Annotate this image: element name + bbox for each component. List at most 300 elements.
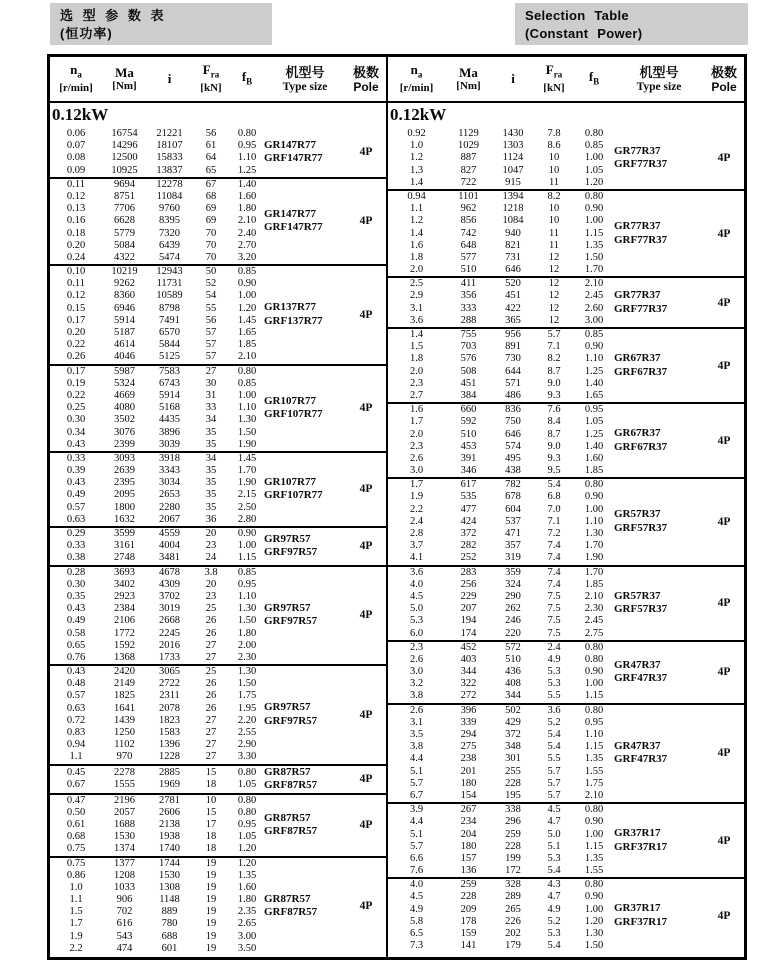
cell-na: 2.3 bbox=[409, 641, 424, 653]
data-groups-right bbox=[388, 128, 744, 952]
cell-fra: 2.4 bbox=[547, 641, 561, 653]
cell-fra: 61 bbox=[205, 140, 217, 152]
cell-ma: 1641 bbox=[114, 702, 135, 714]
cell-fra: 25 bbox=[205, 603, 217, 615]
table-row bbox=[50, 870, 264, 882]
cell-i: 436 bbox=[505, 666, 521, 678]
cell-na: 1.8 bbox=[409, 353, 424, 365]
cell-i: 2245 bbox=[159, 627, 180, 639]
page-title-cn: 选 型 参 数 表 bbox=[60, 8, 167, 23]
table-row bbox=[50, 390, 264, 402]
cell-i: 646 bbox=[505, 264, 521, 276]
cell-na: 2.2 bbox=[409, 503, 424, 515]
cell-i: 2781 bbox=[159, 794, 180, 806]
cell-fra: 7.1 bbox=[547, 341, 561, 353]
table-row bbox=[50, 502, 264, 514]
cell-fb: 1.15 bbox=[584, 840, 604, 852]
type-size-line: GRF77R37 bbox=[614, 233, 668, 246]
cell-fra: 9.0 bbox=[547, 377, 561, 389]
cell-i: 5914 bbox=[159, 389, 180, 401]
cell-fb: 1.20 bbox=[237, 843, 257, 855]
cell-na: 0.09 bbox=[66, 164, 86, 176]
cell-fra: 26 bbox=[205, 678, 217, 690]
cell-i: 7320 bbox=[159, 227, 180, 239]
cell-na: 1.7 bbox=[409, 416, 424, 428]
type-size-line: GRF77R37 bbox=[614, 302, 668, 315]
cell-fra: 56 bbox=[205, 314, 217, 326]
cell-fb: 1.60 bbox=[237, 881, 257, 893]
cell-na: 4.1 bbox=[409, 552, 424, 564]
cell-fb: 1.85 bbox=[584, 465, 604, 477]
cell-i: 915 bbox=[505, 176, 521, 188]
cell-ma: 8360 bbox=[114, 290, 135, 302]
cell-ma: 702 bbox=[116, 906, 133, 918]
cell-i: 301 bbox=[505, 753, 521, 765]
col-header-ma: Ma [Nm] bbox=[112, 64, 137, 92]
cell-fra: 17 bbox=[205, 818, 217, 830]
cell-fra: 19 bbox=[205, 881, 217, 893]
cell-na: 3.8 bbox=[409, 741, 424, 753]
cell-fb: 1.30 bbox=[584, 928, 604, 939]
cell-fra: 5.4 bbox=[547, 865, 561, 877]
table-row bbox=[388, 128, 614, 140]
type-size bbox=[264, 208, 346, 235]
cell-ma: 238 bbox=[460, 753, 477, 765]
cell-i: 344 bbox=[505, 690, 521, 702]
cell-fra: 4.9 bbox=[547, 903, 561, 915]
group-rows bbox=[50, 666, 264, 764]
table-row bbox=[50, 739, 264, 751]
cell-ma: 477 bbox=[460, 503, 477, 515]
cell-ma: 403 bbox=[460, 653, 477, 665]
cell-fb: 2.55 bbox=[237, 727, 257, 738]
cell-na: 2.5 bbox=[409, 278, 424, 290]
cell-ma: 288 bbox=[460, 314, 477, 326]
table-row bbox=[50, 843, 264, 855]
cell-i: 1583 bbox=[159, 727, 180, 738]
col-header-fra: $F_{ra}$ [kN] bbox=[543, 62, 565, 94]
cell-i: 348 bbox=[505, 741, 521, 753]
cell-ma: 9262 bbox=[114, 278, 135, 290]
cell-i: 510 bbox=[505, 653, 521, 665]
cell-i: 7583 bbox=[159, 365, 180, 377]
cell-na: 0.20 bbox=[66, 327, 86, 338]
type-size-line: GRF87R57 bbox=[264, 779, 318, 792]
table-row bbox=[388, 441, 614, 453]
cell-ma: 141 bbox=[460, 940, 477, 952]
cell-i: 429 bbox=[505, 716, 521, 728]
cell-ma: 194 bbox=[460, 615, 477, 627]
cell-ma: 384 bbox=[460, 389, 477, 401]
cell-fb: 3.00 bbox=[237, 930, 257, 942]
cell-i: 12278 bbox=[156, 178, 183, 190]
cell-ma: 2106 bbox=[114, 615, 135, 627]
cell-ma: 272 bbox=[460, 690, 477, 702]
motor-group bbox=[388, 329, 744, 404]
cell-ma: 576 bbox=[460, 353, 477, 365]
col-header-ma: Ma [Nm] bbox=[456, 64, 481, 92]
type-size-line: GR67R37 bbox=[614, 352, 661, 365]
table-row bbox=[388, 540, 614, 552]
cell-i: 520 bbox=[505, 278, 521, 290]
cell-na: 0.16 bbox=[66, 215, 86, 227]
table-row bbox=[388, 579, 614, 591]
table-row bbox=[388, 315, 614, 327]
cell-i: 2722 bbox=[159, 678, 180, 690]
subtable-right bbox=[386, 57, 744, 957]
table-row bbox=[50, 540, 264, 552]
cell-na: 1.1 bbox=[69, 894, 83, 906]
type-size bbox=[614, 827, 704, 854]
cell-ma: 256 bbox=[460, 578, 477, 590]
cell-fra: 54 bbox=[205, 290, 217, 302]
cell-na: 2.0 bbox=[409, 264, 424, 276]
cell-fra: 5.3 bbox=[547, 928, 561, 939]
cell-na: 0.67 bbox=[66, 779, 86, 791]
cell-fra: 7.1 bbox=[547, 515, 561, 527]
cell-fb: 1.80 bbox=[237, 627, 257, 639]
cell-ma: 209 bbox=[460, 903, 477, 915]
pole-value: 4P bbox=[717, 359, 731, 372]
cell-i: 1084 bbox=[502, 215, 524, 227]
col-header-type: 机型号 Type size bbox=[282, 64, 328, 93]
cell-ma: 5084 bbox=[114, 239, 135, 251]
cell-ma: 294 bbox=[460, 729, 477, 740]
group-rows bbox=[388, 128, 614, 189]
cell-ma: 2384 bbox=[114, 603, 135, 615]
cell-fra: 65 bbox=[205, 164, 217, 176]
cell-ma: 1530 bbox=[114, 831, 135, 843]
type-size-line: GR57R37 bbox=[614, 589, 661, 602]
cell-fra: 27 bbox=[205, 727, 217, 738]
cell-na: 2.0 bbox=[409, 365, 424, 377]
cell-fb: 1.90 bbox=[584, 552, 604, 564]
cell-i: 2067 bbox=[159, 513, 180, 525]
table-row bbox=[388, 729, 614, 741]
type-size-line: GR107R77 bbox=[264, 475, 316, 488]
cell-na: 0.43 bbox=[66, 666, 86, 678]
cell-fb: 2.40 bbox=[237, 227, 257, 239]
cell-ma: 1033 bbox=[114, 881, 135, 893]
cell-fb: 1.15 bbox=[237, 552, 257, 564]
cell-i: 3481 bbox=[159, 552, 180, 564]
cell-fra: 27 bbox=[205, 714, 217, 726]
cell-ma: 3402 bbox=[114, 578, 135, 590]
table-row bbox=[388, 654, 614, 666]
cell-ma: 339 bbox=[460, 716, 477, 728]
table-row bbox=[50, 906, 264, 918]
cell-ma: 1101 bbox=[458, 190, 479, 202]
cell-i: 195 bbox=[505, 789, 521, 801]
table-row bbox=[50, 943, 264, 955]
cell-fra: 70 bbox=[205, 227, 217, 239]
table-row bbox=[50, 567, 264, 579]
cell-i: 1969 bbox=[159, 779, 180, 791]
cell-fb: 1.85 bbox=[584, 578, 604, 590]
cell-i: 956 bbox=[505, 329, 521, 340]
table-row bbox=[50, 191, 264, 203]
cell-na: 0.58 bbox=[66, 627, 86, 639]
cell-na: 0.63 bbox=[66, 513, 86, 525]
cell-na: 2.3 bbox=[409, 377, 424, 389]
cell-i: 486 bbox=[505, 389, 521, 401]
table-row bbox=[388, 290, 614, 302]
cell-ma: 275 bbox=[460, 741, 477, 753]
type-size bbox=[264, 533, 346, 560]
cell-ma: 3093 bbox=[114, 452, 135, 464]
cell-na: 1.0 bbox=[69, 881, 83, 893]
cell-i: 644 bbox=[505, 365, 521, 377]
cell-fra: 52 bbox=[205, 278, 217, 290]
table-row bbox=[388, 829, 614, 841]
cell-i: 4559 bbox=[159, 528, 180, 539]
type-size bbox=[614, 740, 704, 767]
data-groups-left bbox=[50, 128, 386, 955]
type-size-line: GR37R17 bbox=[614, 902, 661, 915]
table-row bbox=[50, 477, 264, 489]
cell-fra: 7.4 bbox=[547, 566, 561, 578]
cell-fb: 1.15 bbox=[584, 227, 604, 239]
cell-ma: 1555 bbox=[114, 779, 135, 791]
table-row bbox=[388, 429, 614, 441]
col-header-fra: $F_{ra}$ [kN] bbox=[200, 62, 222, 94]
table-row bbox=[388, 591, 614, 603]
table-row bbox=[50, 128, 264, 140]
cell-fra: 18 bbox=[205, 843, 217, 855]
cell-fra: 64 bbox=[205, 152, 217, 164]
cell-na: 0.17 bbox=[66, 314, 86, 326]
table-row bbox=[388, 766, 614, 778]
cell-na: 0.08 bbox=[66, 152, 86, 164]
cell-i: 21221 bbox=[156, 128, 183, 139]
cell-na: 0.11 bbox=[67, 178, 85, 190]
cell-fb: 1.40 bbox=[584, 440, 604, 452]
motor-group bbox=[388, 128, 744, 191]
cell-fb: 2.10 bbox=[584, 278, 604, 290]
cell-ma: 16754 bbox=[111, 128, 138, 139]
table-row bbox=[388, 504, 614, 516]
title-block-chinese bbox=[50, 3, 272, 45]
cell-fra: 35 bbox=[205, 501, 217, 513]
cell-i: 601 bbox=[161, 942, 178, 954]
cell-fb: 1.70 bbox=[237, 465, 257, 477]
cell-fra: 5.0 bbox=[547, 828, 561, 840]
cell-na: 0.20 bbox=[66, 239, 86, 251]
cell-ma: 451 bbox=[460, 377, 477, 389]
cell-fb: 1.00 bbox=[584, 215, 604, 227]
cell-ma: 1374 bbox=[114, 843, 135, 855]
pole-value: 4P bbox=[717, 747, 731, 760]
group-rows bbox=[388, 278, 614, 327]
cell-i: 3019 bbox=[159, 603, 180, 615]
cell-fra: 7.4 bbox=[547, 540, 561, 552]
subtable-left bbox=[50, 57, 386, 957]
cell-fb: 1.20 bbox=[584, 176, 604, 188]
table-row bbox=[50, 615, 264, 627]
cell-i: 1303 bbox=[502, 140, 524, 152]
type-size-line: GRF137R77 bbox=[264, 314, 323, 327]
cell-fb: 1.10 bbox=[237, 402, 257, 414]
pole-value: 4P bbox=[359, 609, 373, 622]
cell-na: 0.50 bbox=[66, 806, 86, 818]
cell-fra: 7.5 bbox=[547, 627, 561, 639]
type-size bbox=[264, 301, 346, 328]
cell-ma: 474 bbox=[116, 942, 133, 954]
cell-ma: 159 bbox=[460, 928, 477, 939]
motor-group bbox=[388, 879, 744, 952]
cell-fra: 7.8 bbox=[547, 128, 561, 139]
cell-fb: 1.45 bbox=[237, 314, 257, 326]
cell-i: 891 bbox=[505, 341, 521, 353]
cell-ma: 3161 bbox=[114, 540, 135, 552]
cell-fra: 19 bbox=[205, 906, 217, 918]
cell-fra: 7.4 bbox=[547, 552, 561, 564]
column-header-row bbox=[50, 57, 386, 103]
cell-fb: 2.10 bbox=[584, 789, 604, 801]
table-row bbox=[388, 841, 614, 853]
cell-fb: 0.95 bbox=[584, 404, 604, 416]
cell-na: 0.30 bbox=[66, 578, 86, 590]
cell-na: 7.6 bbox=[409, 865, 424, 877]
cell-i: 359 bbox=[505, 566, 521, 578]
table-row bbox=[388, 516, 614, 528]
cell-na: 0.10 bbox=[66, 266, 86, 278]
cell-ma: 2196 bbox=[114, 794, 135, 806]
cell-ma: 8751 bbox=[114, 190, 135, 202]
cell-fra: 15 bbox=[205, 806, 217, 818]
motor-group bbox=[388, 642, 744, 705]
cell-fra: 5.7 bbox=[547, 765, 561, 777]
cell-fb: 2.80 bbox=[237, 513, 257, 525]
cell-na: 0.30 bbox=[66, 414, 86, 426]
cell-ma: 234 bbox=[460, 816, 477, 828]
cell-ma: 452 bbox=[460, 641, 477, 653]
cell-na: 3.6 bbox=[409, 314, 424, 326]
group-rows bbox=[388, 804, 614, 877]
cell-i: 6439 bbox=[159, 239, 180, 251]
cell-i: 4435 bbox=[159, 414, 180, 426]
cell-fra: 4.5 bbox=[547, 804, 561, 816]
cell-na: 0.07 bbox=[66, 140, 86, 152]
cell-na: 1.5 bbox=[409, 341, 424, 353]
type-size-line: GR77R37 bbox=[614, 289, 661, 302]
table-row bbox=[50, 179, 264, 191]
cell-i: 471 bbox=[505, 528, 521, 539]
cell-fb: 3.20 bbox=[237, 251, 257, 263]
cell-ma: 7706 bbox=[114, 203, 135, 215]
cell-na: 1.7 bbox=[409, 479, 424, 491]
cell-na: 4.0 bbox=[409, 879, 424, 891]
cell-fb: 0.80 bbox=[584, 804, 604, 816]
cell-i: 940 bbox=[505, 227, 521, 239]
cell-na: 1.2 bbox=[409, 215, 424, 227]
cell-fra: 35 bbox=[205, 465, 217, 477]
cell-ma: 856 bbox=[460, 215, 477, 227]
group-rows bbox=[50, 858, 264, 956]
type-size-line: GRF87R57 bbox=[264, 906, 318, 919]
cell-fb: 2.10 bbox=[237, 351, 257, 363]
cell-fra: 5.2 bbox=[547, 915, 561, 927]
cell-fb: 1.20 bbox=[237, 302, 257, 314]
table-row bbox=[50, 931, 264, 943]
motor-group bbox=[388, 479, 744, 566]
column-header-row bbox=[388, 57, 744, 103]
cell-fra: 8.7 bbox=[547, 428, 561, 440]
cell-ma: 2923 bbox=[114, 590, 135, 602]
cell-fra: 5.4 bbox=[547, 729, 561, 740]
cell-na: 1.1 bbox=[409, 203, 424, 215]
type-size bbox=[264, 602, 346, 629]
cell-na: 1.4 bbox=[409, 176, 424, 188]
cell-fra: 5.5 bbox=[547, 690, 561, 702]
cell-na: 3.1 bbox=[409, 716, 424, 728]
table-row bbox=[50, 795, 264, 807]
cell-i: 18107 bbox=[156, 140, 183, 152]
table-row bbox=[50, 628, 264, 640]
cell-na: 0.39 bbox=[66, 465, 86, 477]
type-size-line: GR47R37 bbox=[614, 658, 661, 671]
cell-i: 6743 bbox=[159, 377, 180, 389]
type-size-line: GRF107R77 bbox=[264, 408, 323, 421]
group-rows bbox=[50, 567, 264, 665]
cell-fb: 0.90 bbox=[237, 528, 257, 539]
cell-fb: 1.50 bbox=[237, 678, 257, 690]
cell-na: 0.83 bbox=[66, 727, 86, 738]
table-row bbox=[50, 402, 264, 414]
table-row bbox=[50, 703, 264, 715]
cell-na: 4.5 bbox=[409, 590, 424, 602]
motor-group bbox=[50, 567, 386, 667]
type-size bbox=[264, 139, 346, 166]
type-size bbox=[614, 508, 704, 535]
page-subtitle-cn: (恒功率) bbox=[60, 26, 113, 41]
cell-fra: 7.5 bbox=[547, 615, 561, 627]
cell-fra: 19 bbox=[205, 942, 217, 954]
cell-na: 0.75 bbox=[66, 857, 86, 869]
cell-fra: 20 bbox=[205, 578, 217, 590]
cell-na: 1.6 bbox=[409, 239, 424, 251]
cell-ma: 228 bbox=[460, 891, 477, 903]
cell-fb: 1.00 bbox=[584, 828, 604, 840]
type-size-line: GR97R57 bbox=[264, 532, 311, 545]
cell-i: 731 bbox=[505, 251, 521, 263]
cell-na: 0.18 bbox=[66, 227, 86, 239]
cell-fra: 5.1 bbox=[547, 840, 561, 852]
cell-na: 0.33 bbox=[66, 452, 86, 464]
cell-ma: 617 bbox=[460, 479, 477, 491]
table-row bbox=[388, 567, 614, 579]
cell-ma: 178 bbox=[460, 915, 477, 927]
cell-fb: 0.85 bbox=[237, 377, 257, 389]
cell-na: 1.1 bbox=[69, 751, 83, 763]
cell-i: 1228 bbox=[159, 751, 180, 763]
cell-fra: 7.4 bbox=[547, 578, 561, 590]
cell-ma: 742 bbox=[460, 227, 477, 239]
cell-ma: 827 bbox=[460, 164, 477, 176]
cell-na: 0.47 bbox=[66, 794, 86, 806]
group-rows bbox=[388, 191, 614, 276]
table-row bbox=[50, 427, 264, 439]
cell-fb: 0.80 bbox=[584, 879, 604, 891]
table-row bbox=[388, 252, 614, 264]
cell-fra: 9.3 bbox=[547, 389, 561, 401]
cell-fra: 27 bbox=[205, 651, 217, 663]
type-size bbox=[614, 352, 704, 379]
cell-na: 0.76 bbox=[66, 651, 86, 663]
cell-fb: 3.00 bbox=[584, 314, 604, 326]
cell-fra: 10 bbox=[548, 203, 560, 215]
cell-ma: 1825 bbox=[114, 690, 135, 702]
